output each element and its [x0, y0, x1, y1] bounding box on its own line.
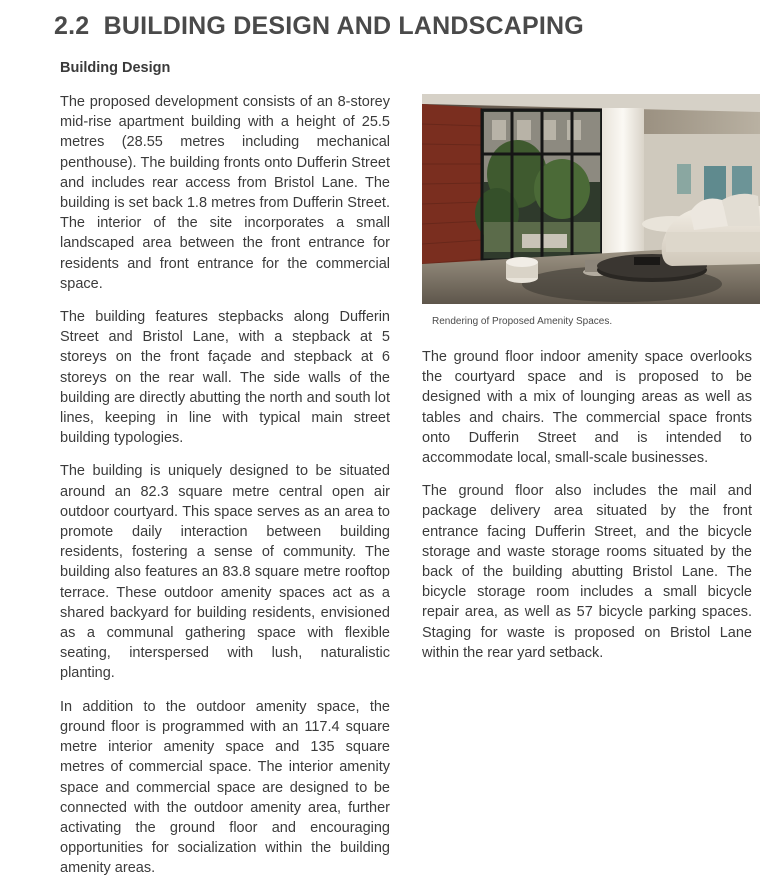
section-title	[54, 12, 584, 41]
paragraph-stepbacks: The building features stepbacks along Dufferin Street and Bristol Lane, with a stepback at 5 storeys on the front façade and stepback at 6 storeys on the rear wall. The side walls of the building are directly abutting the north and south lot lines, keeping in line with typical main street building typologies.	[60, 309, 390, 447]
paragraph-development-overview: The proposed development consists of an 8-storey mid-rise apartment building with a height of 25.5 metres (28.55 metres including mechanical penthouse). The building fronts onto Dufferin Street and includes rear access from Bristol Lane. The building is set back 1.8 metres from Dufferin Street. The interior of the site incorporates a small landscaped area between the front entrance for residents and front entrance for the commercial space.	[60, 94, 390, 292]
left-text-column	[60, 92, 390, 892]
amenity-rendering-image	[422, 94, 760, 304]
paragraph-courtyard: The building is uniquely designed to be situated around an 82.3 square metre central open air outdoor courtyard. This space serves as an area to promote daily interaction between building residents, fostering a sense of community. The building also features an 83.8 square metre rooftop terrace. These outdoor amenity spaces act as a shared backyard for building residents, envisioned as a communal gathering space with flexible seating, interspersed with lush, naturalistic planting.	[60, 463, 390, 682]
section-title-text: BUILDING DESIGN AND LANDSCAPING	[103, 12, 584, 40]
amenity-rendering-illustration	[422, 94, 760, 304]
paragraph-indoor-amenity: The ground floor indoor amenity space overlooks the courtyard space and is proposed to be designed with a mix of lounging areas as well as tables and chairs. The commercial space fronts onto Dufferin Street and is intended to accommodate local, small-scale businesses.	[422, 349, 752, 467]
right-text-column	[422, 347, 752, 676]
image-caption: Rendering of Proposed Amenity Spaces.	[432, 316, 613, 327]
section-number: 2.2	[54, 12, 90, 40]
subheading-building-design: Building Design	[60, 60, 171, 76]
paragraph-mail-bicycle-waste: The ground floor also includes the mail and package delivery area situated by the front entrance facing Dufferin Street, and the bicycle storage and waste storage rooms situated by the back of the building abutting Bristol Lane. The bicycle storage room includes a small bicycle repair area, as well as 57 bicycle parking spaces. Staging for waste is proposed on Bristol Lane within the rear yard setback.	[422, 483, 752, 661]
paragraph-interior-amenity: In addition to the outdoor amenity space, the ground floor is programmed with an 117.4 square metre interior amenity space and 135 square metres of commercial space. The interior amenity space and commercial space are designed to be connected with the outdoor amenity area, further activating the ground floor and encouraging opportunities for socialization within the building amenity areas.	[60, 698, 390, 877]
